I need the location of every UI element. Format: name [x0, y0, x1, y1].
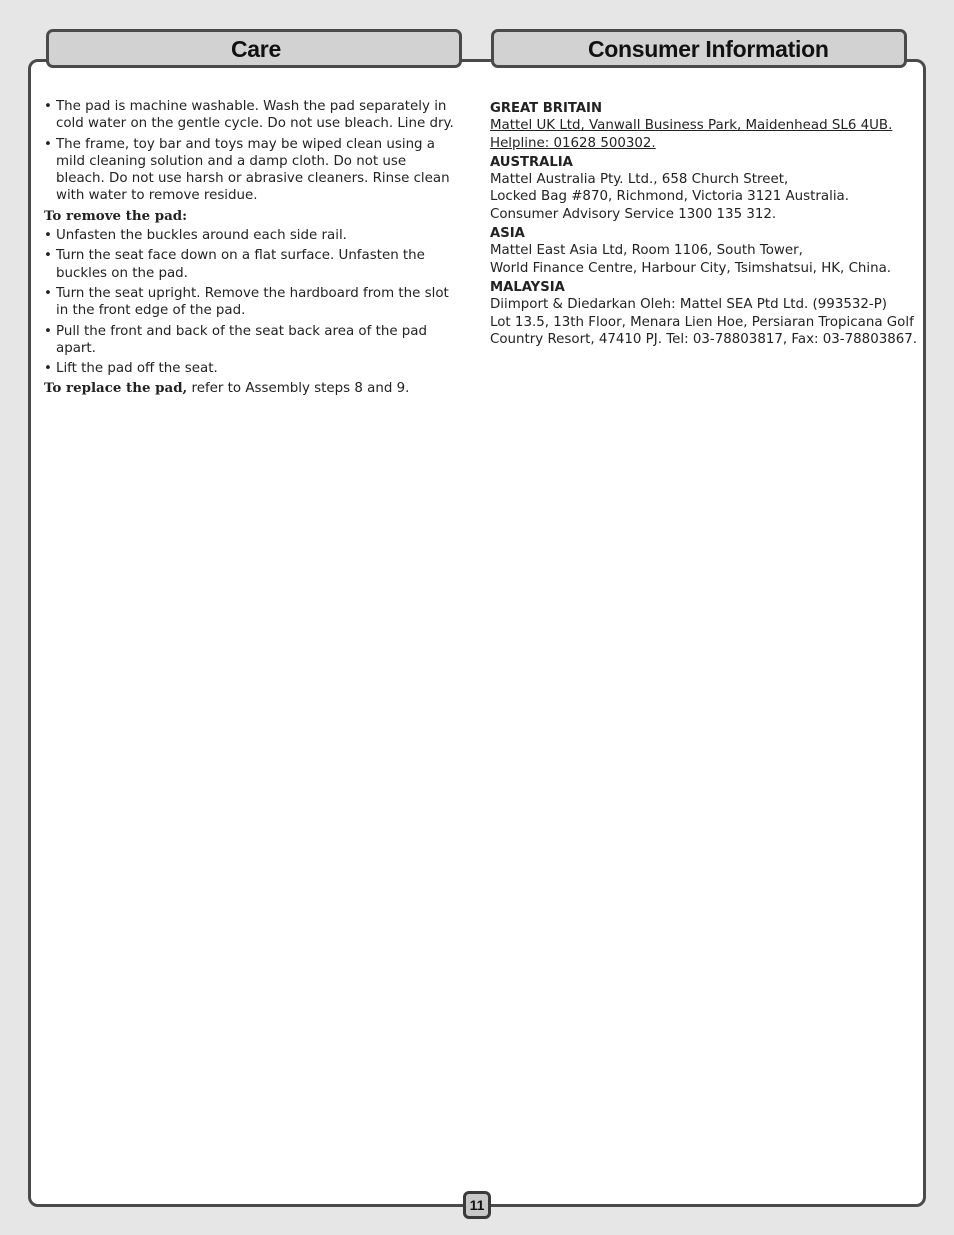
gb-address-line: Mattel UK Ltd, Vanwall Business Park, Maidenhead SL6 4UB.	[490, 118, 893, 134]
bullet-dot: •	[44, 228, 52, 244]
replace-pad-label: To replace the pad,	[44, 380, 188, 397]
remove-step	[44, 227, 458, 244]
care-heading: Care	[231, 36, 281, 62]
consumer-info-header-tab	[491, 29, 907, 68]
my-address-line: Diimport & Diedarkan Oleh: Mattel SEA Ptd Ltd. (993532-P)	[490, 297, 888, 313]
replace-pad-note	[44, 380, 458, 397]
bullet-dot: •	[44, 323, 52, 339]
bullet-text: Turn the seat upright. Remove the hardboard from the slot in the front edge of the pad.	[56, 285, 449, 319]
bullet-text: The frame, toy bar and toys may be wiped clean using a mild cleaning solution and a damp cloth. Do not use bleach. Do not use harsh or abrasive cleaners. Rinse clean with water to remove residue.	[56, 136, 450, 204]
bullet-text: Turn the seat face down on a flat surface. Unfasten the buckles on the pad.	[56, 248, 425, 281]
remove-step	[44, 247, 458, 282]
bullet-dot: •	[44, 285, 52, 301]
my-address-line: Lot 13.5, 13th Floor, Menara Lien Hoe, Persiaran Tropicana Golf	[490, 314, 914, 330]
remove-pad-heading: To remove the pad:	[44, 207, 188, 224]
care-column	[44, 98, 458, 400]
country-australia: AUSTRALIA	[490, 154, 573, 170]
remove-step	[44, 360, 458, 377]
bullet-text: The pad is machine washable. Wash the pad separately in cold water on the gentle cycle. Do not use bleach. Line dry.	[56, 99, 454, 132]
bullet-dot: •	[44, 99, 52, 114]
bullet-text: Lift the pad off the seat.	[56, 361, 218, 377]
country-malaysia: MALAYSIA	[490, 279, 565, 295]
bullet-dot: •	[44, 136, 52, 152]
care-bullet	[44, 98, 458, 133]
asia-address-line: Mattel East Asia Ltd, Room 1106, South Tower,	[490, 243, 803, 259]
bullet-dot: •	[44, 248, 52, 264]
care-header-tab	[46, 29, 462, 68]
replace-pad-text: refer to Assembly steps 8 and 9.	[187, 381, 410, 397]
country-great-britain: GREAT BRITAIN	[490, 101, 602, 116]
remove-step	[44, 285, 458, 320]
asia-address-line: World Finance Centre, Harbour City, Tsimshatsui, HK, China.	[490, 260, 892, 276]
gb-helpline: Helpline: 01628 500302.	[490, 135, 656, 151]
consumer-info-column	[490, 98, 918, 348]
au-address-line: Locked Bag #870, Richmond, Victoria 3121 Australia.	[490, 189, 850, 205]
bullet-text: Pull the front and back of the seat back area of the pad apart.	[56, 323, 428, 356]
consumer-info-heading: Consumer Information	[588, 36, 829, 62]
country-asia: ASIA	[490, 226, 525, 242]
care-bullet	[44, 136, 458, 205]
my-contact-line: Country Resort, 47410 PJ. Tel: 03-78803817, Fax: 03-78803867.	[490, 331, 918, 347]
page-number: 11	[463, 1191, 491, 1219]
remove-step	[44, 323, 458, 358]
au-address-line: Mattel Australia Pty. Ltd., 658 Church Street,	[490, 172, 789, 188]
bullet-dot: •	[44, 361, 52, 377]
bullet-text: Unfasten the buckles around each side rail.	[56, 228, 347, 244]
au-advisory-line: Consumer Advisory Service 1300 135 312.	[490, 206, 777, 222]
